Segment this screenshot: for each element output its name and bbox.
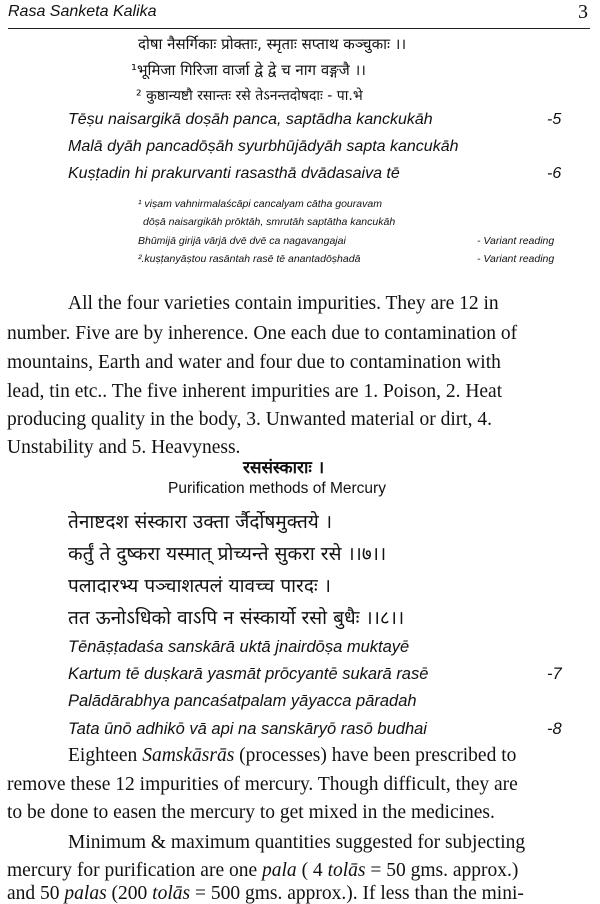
verse-devanagari-line: तेनाष्टदश संस्कारा उक्ता र्जैर्दोषमुक्तये । <box>68 511 333 533</box>
verse-roman-line: Kartum tē duṣkarā yasmāt prōcyantē sukarā rasē <box>68 665 429 683</box>
verse-roman-line: Tēnāṣṭadaśa sanskārā uktā jnairdōṣa muktayē <box>68 638 410 656</box>
paragraph-line: mercury for purification are one pala ( 4 tolās = 50 gms. approx.) <box>7 860 519 881</box>
verse-devanagari-line: दोषा नैसर्गिकाः प्रोक्ताः, स्मृताः सप्ताथ कञ्चुकाः ।। <box>138 35 407 53</box>
paragraph-line: Unstability and 5. Heavyness. <box>7 437 241 458</box>
footnote-line: ².kuṣṭanyāṣtou rasāntah rasē tē anantadōṣhadā <box>138 253 361 265</box>
paragraph-line: producing quality in the body, 3. Unwanted material or dirt, 4. <box>7 409 493 430</box>
emphasis: tolās <box>327 860 366 881</box>
footnote-line: Bhūmijā girijā vārjā dvē dvē ca nagavangajai <box>138 235 346 247</box>
verse-roman-line: Tēṣu naisargikā doṣāh panca, saptādha kanckukāh <box>68 111 433 128</box>
variant-reading-note: - Variant reading <box>477 235 555 247</box>
page-number: 3 <box>578 1 588 23</box>
verse-number: -8 <box>547 720 562 738</box>
emphasis: tolās <box>152 883 191 904</box>
verse-number: -6 <box>547 165 562 182</box>
section-subheading: Purification methods of Mercury <box>168 480 386 497</box>
verse-devanagari-line: ² कुष्ठान्यष्टौ रसान्तः रसे तेऽनन्तदोषदाः - पा.भे <box>136 88 363 104</box>
paragraph-line: number. Five are by inherence. One each due to contamination of <box>7 323 518 344</box>
paragraph-line: and 50 palas (200 tolās = 500 gms. approx.). If less than the mini- <box>7 883 524 904</box>
verse-number: -5 <box>547 111 562 128</box>
footnote-line: ¹ viṣam vahnirmalaścāpi cancalyam cātha gouravam <box>138 198 382 210</box>
paragraph-line: lead, tin etc.. The five inherent impurities are 1. Poison, 2. Heat <box>7 381 503 402</box>
verse-devanagari-line: ¹भूमिजा गिरिजा वार्जा द्वे द्वे च नाग वङ्गजै ।। <box>131 61 366 79</box>
paragraph-line: remove these 12 impurities of mercury. Though difficult, they are <box>7 774 518 795</box>
verse-number: -7 <box>547 665 562 683</box>
verse-devanagari-line: तत ऊनोऽधिको वाऽपि न संस्कार्यो रसो बुधैः ।।८।। <box>68 607 405 629</box>
paragraph-line: to be done to easen the mercury to get mixed in the medicines. <box>7 802 495 823</box>
emphasis: pala <box>262 860 297 881</box>
variant-reading-note: - Variant reading <box>477 253 555 265</box>
verse-roman-line: Malā dyāh pancadōṣāh syurbhūjādyāh sapta kancukāh <box>68 138 459 155</box>
footnote-line: dōṣā naisargikāh prōktāh, smrutāh saptātha kancukāh <box>143 216 396 228</box>
verse-roman-line: Tata ūnō adhikō vā api na sanskāryō rasō budhai <box>68 720 427 738</box>
running-title: Rasa Sanketa Kalika <box>8 3 157 20</box>
paragraph-line: All the four varieties contain impurities. They are 12 in <box>68 293 499 314</box>
verse-devanagari-line: पलादारभ्य पञ्चाशत्पलं यावच्च पारदः । <box>68 575 331 597</box>
paragraph-line: mountains, Earth and water and four due to contamination with <box>7 352 501 373</box>
emphasis: Samskāsrās <box>142 745 235 766</box>
verse-roman-line: Kuṣṭadin hi prakurvanti rasasthā dvādasaiva tē <box>68 165 400 182</box>
verse-roman-line: Palādārabhya pancaśatpalam yāyacca pāradah <box>68 692 417 710</box>
section-heading: रससंस्काराः । <box>243 458 325 478</box>
page-header <box>8 2 590 29</box>
emphasis: palas <box>64 883 107 904</box>
verse-devanagari-line: कर्तुं ते दुष्करा यस्मात् प्रोच्यन्ते सुकरा रसे ।।७।। <box>68 543 387 565</box>
paragraph-line: Minimum & maximum quantities suggested for subjecting <box>68 832 526 853</box>
paragraph-line: Eighteen Samskāsrās (processes) have been prescribed to <box>68 745 517 766</box>
